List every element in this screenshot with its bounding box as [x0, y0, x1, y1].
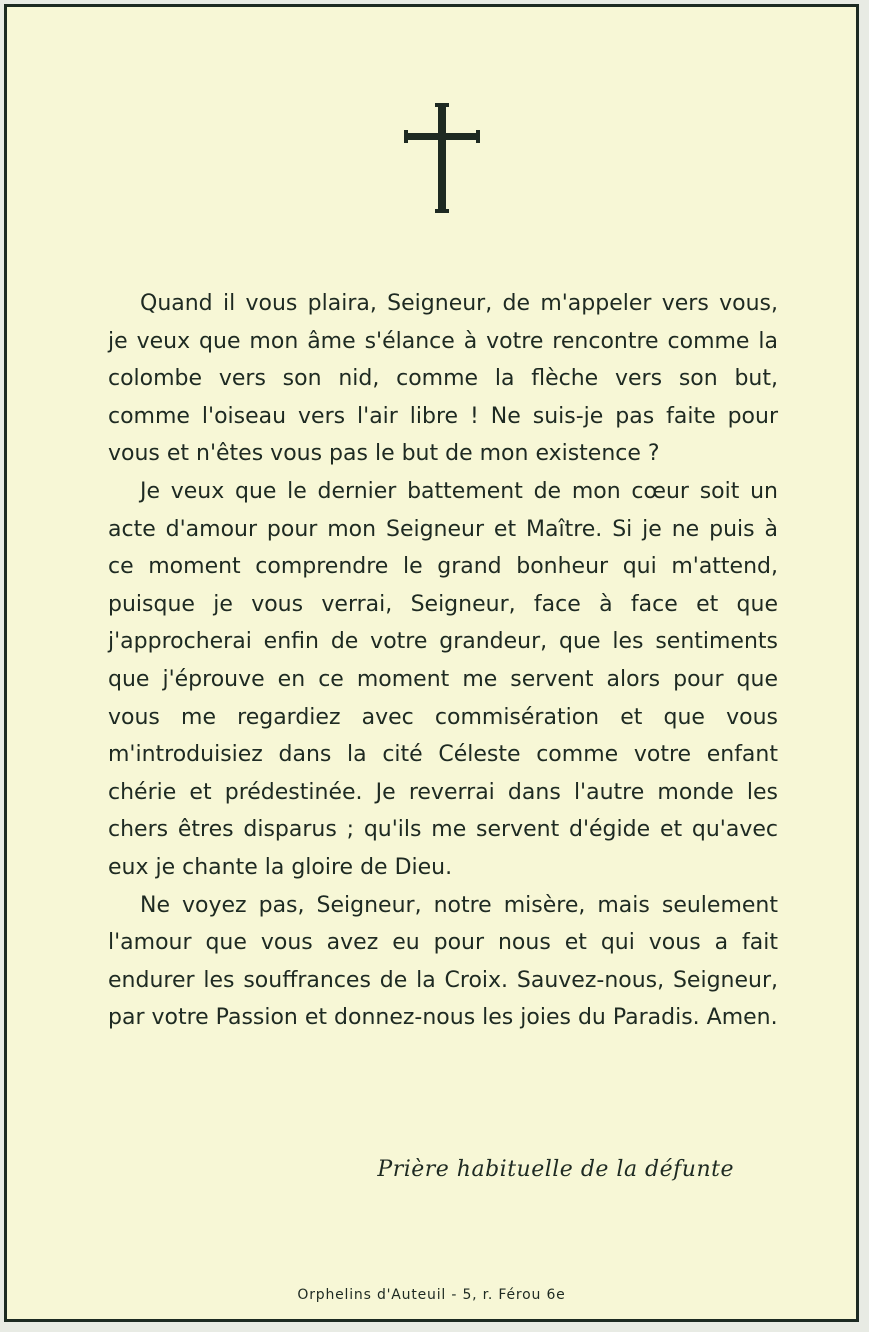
prayer-attribution: Prière habituelle de la défunte [377, 1157, 734, 1182]
printer-imprint: Orphelins d'Auteuil - 5, r. Férou 6e [297, 1287, 566, 1303]
memorial-card [4, 4, 859, 1322]
prayer-paragraph-3: Ne voyez pas, Seigneur, notre misère, mais seulement l'amour que vous avez eu pour nous et qui vous a fait endurer les souffrances de la Croix. Sauvez-nous, Seigneur, par votre Passion et donnez-nous les joies du Paradis. Amen. [108, 892, 778, 1031]
prayer-paragraph-1: Quand il vous plaira, Seigneur, de m'appeler vers vous, je veux que mon âme s'élance à votre rencontre comme la colombe vers son nid, comme la flèche vers son but, comme l'oiseau vers l'air libre ! Ne suis-je pas faite pour vous et n'êtes vous pas le but de mon existence ? [108, 291, 778, 467]
cross-icon [404, 103, 480, 213]
prayer-text [108, 285, 778, 1037]
prayer-paragraph-2: Je veux que le dernier battement de mon cœur soit un acte d'amour pour mon Seigneur et Maître. Si je ne puis à ce moment comprendre le grand bonheur qui m'attend, puisque je vous verrai, Seigneur, face à face et que j'approcherai enfin de votre grandeur, que les sentiments que j'éprouve en ce moment me servent alors pour que vous me regardiez avec commisération et que vous m'introduisiez dans la cité Céleste comme votre enfant chérie et prédestinée. Je reverrai dans l'autre monde les chers êtres disparus ; qu'ils me servent d'égide et qu'avec eux je chante la gloire de Dieu. [108, 478, 778, 880]
